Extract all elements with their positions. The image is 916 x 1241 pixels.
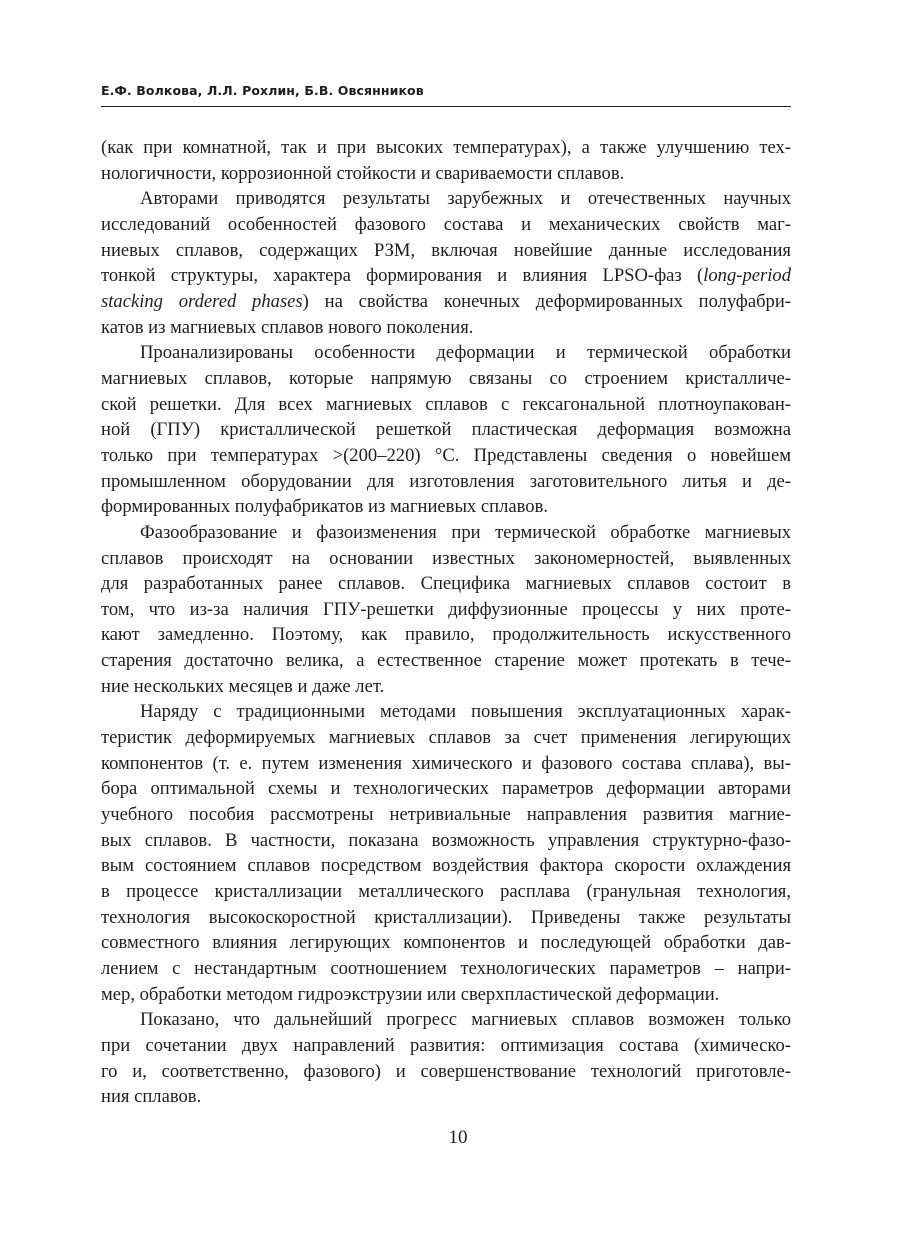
text-line: тонкой структуры, характера формирования и влияния LPSO-фаз (long-period — [101, 265, 791, 287]
text-line: для разработанных ранее сплавов. Специфика магниевых сплавов состоит в — [101, 573, 791, 595]
text-line: го и, соответственно, фазового) и совершенствование технологий приготовле- — [101, 1060, 791, 1082]
paragraph — [101, 520, 791, 700]
text-line: учебного пособия рассмотрены нетривиальные направления развития магние- — [101, 804, 791, 826]
text-line: ния сплавов. — [101, 1086, 202, 1108]
text-line: формированных полуфабрикатов из магниевых сплавов. — [101, 496, 548, 518]
text-line: старения достаточно велика, а естественное старение может протекать в тече- — [101, 650, 791, 672]
body-text — [101, 135, 791, 1110]
text-line: том, что из-за наличия ГПУ-решетки диффузионные процессы у них проте- — [101, 598, 791, 620]
text-line: ской решетки. Для всех магниевых сплавов с гексагональной плотноупакован- — [101, 393, 791, 415]
text-line: сплавов происходят на основании известных закономерностей, выявленных — [101, 547, 791, 569]
paragraph — [101, 340, 791, 520]
text-line: Фазообразование и фазоизменения при термической обработке магниевых — [140, 521, 791, 543]
text-line: при сочетании двух направлений развития: оптимизация состава (химическо- — [101, 1034, 791, 1056]
paragraph — [101, 186, 791, 340]
text-line: ние нескольких месяцев и даже лет. — [101, 675, 385, 697]
text-line: Проанализированы особенности деформации и термической обработки — [140, 342, 791, 364]
paragraph — [101, 135, 791, 186]
text-line: Показано, что дальнейший прогресс магниевых сплавов возможен только — [140, 1009, 791, 1031]
running-header — [101, 80, 791, 107]
paragraph — [101, 1007, 791, 1110]
text-line: промышленном оборудовании для изготовления заготовительного литья и де- — [101, 470, 791, 492]
text-line: stacking ordered phases) на свойства конечных деформированных полуфабри- — [101, 290, 791, 312]
text-line: бора оптимальной схемы и технологических параметров деформации авторами — [101, 778, 791, 800]
text-line: вых сплавов. В частности, показана возможность управления структурно-фазо- — [101, 829, 791, 851]
text-line: только при температурах >(200–220) °С. Представлены сведения о новейшем — [101, 444, 791, 466]
text-line: вым состоянием сплавов посредством воздействия фактора скорости охлаждения — [101, 855, 791, 877]
text-line: совместного влияния легирующих компонентов и последующей обработки дав- — [101, 932, 791, 954]
text-line: (как при комнатной, так и при высоких температурах), а также улучшению тех- — [101, 137, 791, 158]
text-line: компонентов (т. е. путем изменения химического и фазового состава сплава), вы- — [101, 752, 791, 774]
text-line: нологичности, коррозионной стойкости и свариваемости сплавов. — [101, 162, 625, 184]
text-line: мер, обработки методом гидроэкструзии или сверхпластической деформации. — [101, 983, 720, 1005]
text-line: Наряду с традиционными методами повышения эксплуатационных харак- — [140, 701, 791, 723]
text-line: в процессе кристаллизации металлического расплава (гранульная технология, — [101, 881, 791, 903]
text-line: ниевых сплавов, содержащих РЗМ, включая новейшие данные исследования — [101, 239, 791, 261]
text-line: теристик деформируемых магниевых сплавов за счет применения легирующих — [101, 727, 791, 749]
text-line: ной (ГПУ) кристаллической решеткой пластическая деформация возможна — [101, 419, 791, 441]
paragraph — [101, 699, 791, 1007]
text-line: катов из магниевых сплавов нового поколения. — [101, 316, 474, 338]
text-line: технология высокоскоростной кристаллизации). Приведены также результаты — [101, 906, 791, 928]
text-line: магниевых сплавов, которые напрямую связаны со строением кристалличе- — [101, 367, 791, 389]
text-line: лением с нестандартным соотношением технологических параметров – напри- — [101, 958, 791, 979]
text-line: кают замедленно. Поэтому, как правило, продолжительность искусственного — [101, 624, 791, 646]
header-authors: Е.Ф. Волкова, Л.Л. Рохлин, Б.В. Овсянников — [101, 83, 424, 98]
text-line: исследований особенностей фазового состава и механических свойств маг- — [101, 213, 791, 235]
text-line: Авторами приводятся результаты зарубежных и отечественных научных — [140, 188, 791, 210]
page-number: 10 — [448, 1127, 468, 1148]
